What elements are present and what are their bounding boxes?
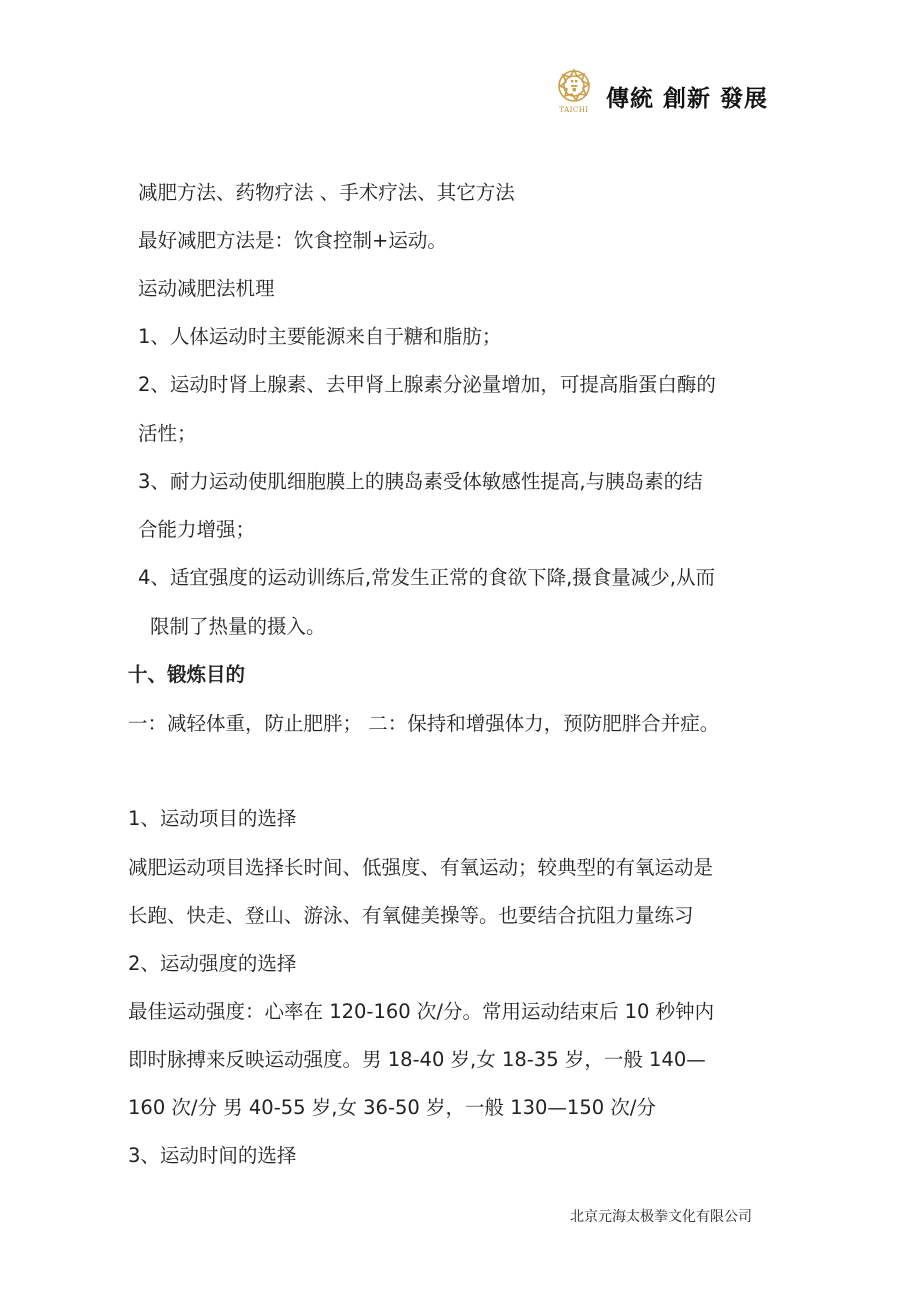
text-line: 合能力增强；: [138, 518, 256, 541]
text-line: 1、人体运动时主要能源来自于糖和脂肪；: [138, 325, 502, 348]
text-line: 活性；: [138, 422, 197, 445]
text-line: 减肥运动项目选择长时间、低强度、有氧运动；较典型的有氧运动是: [128, 856, 714, 879]
text-line: 2、运动时肾上腺素、去甲肾上腺素分泌量增加，可提高脂蛋白酶的: [138, 373, 716, 396]
text-line: 一：减轻体重，防止肥胖； 二：保持和增强体力，预防肥胖合并症。: [128, 712, 720, 735]
text-line: 最好减肥方法是：饮食控制+运动。: [138, 229, 447, 252]
logo-label: TAICHI: [559, 106, 589, 114]
taichi-emblem-icon: [552, 66, 600, 108]
header-motto: 傳統 創新 發展: [606, 86, 769, 112]
footer-company: 北京元海太极拳文化有限公司: [570, 1209, 752, 1225]
text-line: 3、运动时间的选择: [128, 1144, 297, 1167]
text-line: 即时脉搏来反映运动强度。男 18-40 岁,女 18-35 岁，一般 140—: [128, 1048, 706, 1071]
text-line: 限制了热量的摄入。: [150, 615, 326, 638]
text-line: 运动减肥法机理: [138, 277, 275, 300]
text-line: 长跑、快走、登山、游泳、有氧健美操等。也要结合抗阻力量练习: [128, 904, 694, 927]
text-line: 减肥方法、药物疗法 、手术疗法、其它方法: [138, 181, 515, 204]
taichi-logo: [552, 66, 600, 120]
text-line: 2、运动强度的选择: [128, 952, 297, 975]
text-line: 160 次/分 男 40-55 岁,女 36-50 岁，一般 130—150 次/分: [128, 1096, 656, 1119]
section-heading: 十、锻炼目的: [128, 663, 246, 686]
text-line: 4、适宜强度的运动训练后,常发生正常的食欲下降,摄食量减少,从而: [138, 566, 716, 589]
text-line: 3、耐力运动使肌细胞膜上的胰岛素受体敏感性提高,与胰岛素的结: [138, 470, 703, 493]
text-line: 1、运动项目的选择: [128, 807, 297, 830]
text-line: 最佳运动强度：心率在 120-160 次/分。常用运动结束后 10 秒钟内: [128, 1000, 715, 1023]
page-header: [552, 66, 782, 120]
